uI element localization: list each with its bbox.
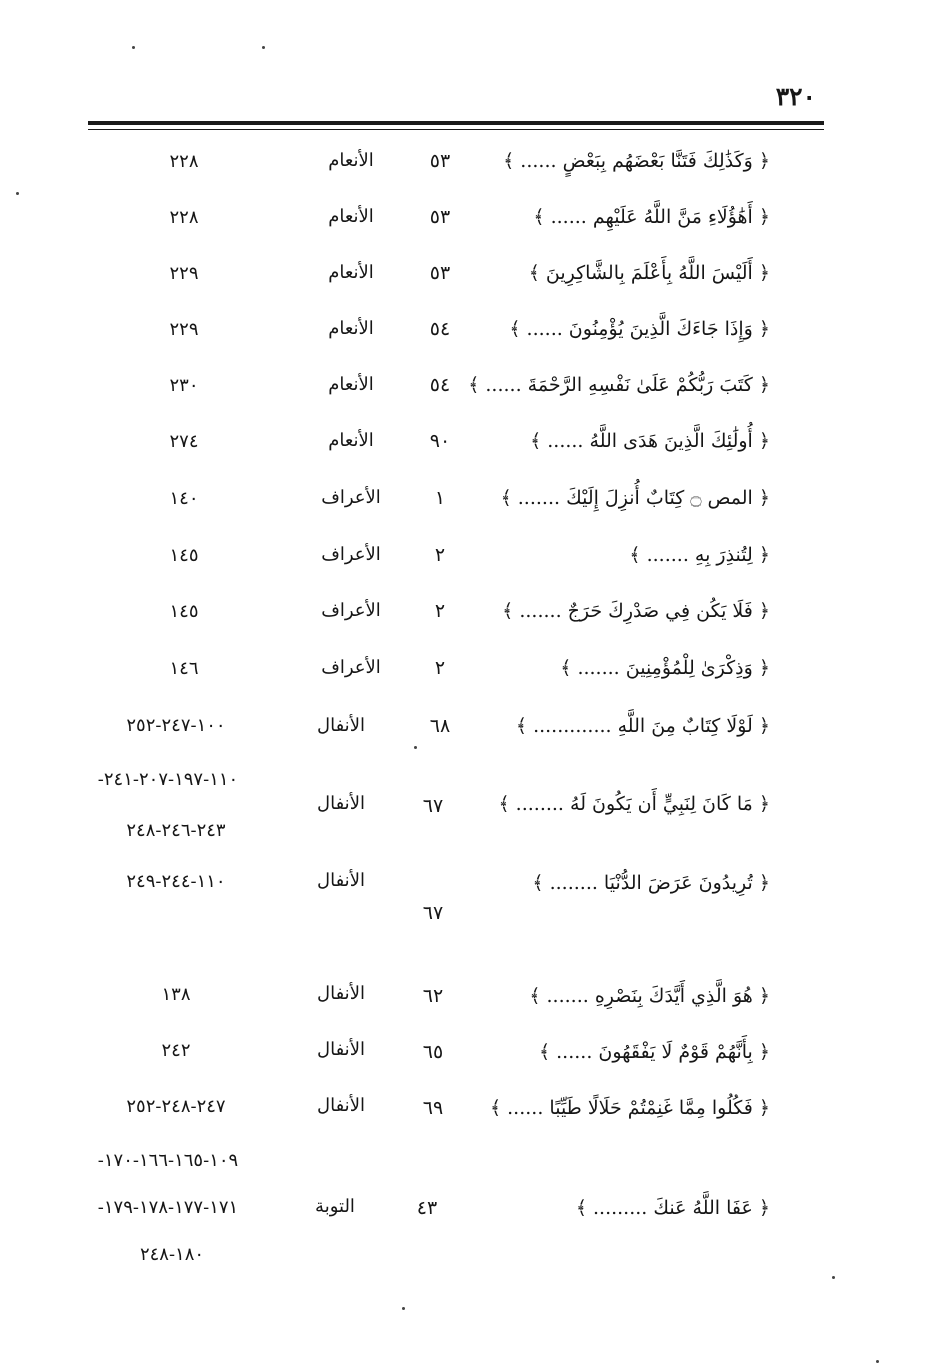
scan-speck (132, 46, 135, 49)
verse-text: ﴿ لَوْلَا كِتَابٌ مِنَ اللَّهِ ............. ﴾ (515, 715, 770, 737)
surah-name: الأعراف (321, 657, 381, 678)
ayah-number: ٥٣ (429, 150, 451, 172)
page-references-continued: ٢٤٣-٢٤٦-٢٤٨ (126, 820, 226, 841)
page-references: ١٤٥ (169, 545, 199, 566)
ayah-number: ٥٣ (429, 262, 451, 284)
verse-text: ﴿ لِتُنذِرَ بِهِ ....... ﴾ (629, 544, 770, 566)
page-references: ١٠٠-٢٤٧-٢٥٢ (126, 715, 226, 736)
page-references: ١٤٥ (169, 601, 199, 622)
page-references: ١١٠-٢٤٤-٢٤٩ (126, 871, 226, 892)
verse-text: ﴿ بِأَنَّهُمْ قَوْمٌ لَا يَفْقَهُونَ ...... ﴾ (538, 1041, 770, 1063)
verse-text: ﴿ عَفَا اللَّهُ عَنكَ ......... ﴾ (575, 1197, 770, 1219)
verse-text: ﴿ هُوَ الَّذِي أَيَّدَكَ بِنَصْرِهِ ....... ﴾ (529, 985, 770, 1007)
surah-name: الأنعام (328, 374, 374, 395)
surah-name: التوبة (315, 1196, 355, 1217)
verse-text: ﴿ المص ۝ كِتَابٌ أُنزِلَ إِلَيْكَ ....... ﴾ (500, 487, 770, 509)
page-references: ١١٠-١٩٧-٢٠٧-٢٤١- (97, 769, 239, 790)
surah-name: الأنفال (317, 983, 365, 1004)
page-references: ٢٧٤ (169, 431, 199, 452)
header-rule (88, 121, 824, 125)
surah-name: الأنفال (317, 1095, 365, 1116)
page-references: ٢٤٧-٢٤٨-٢٥٢ (126, 1096, 226, 1117)
page-references: ١٤٦ (169, 658, 199, 679)
surah-name: الأعراف (321, 600, 381, 621)
ayah-number: ٩٠ (429, 430, 451, 452)
surah-name: الأنعام (328, 262, 374, 283)
verse-text: ﴿ تُرِيدُونَ عَرَضَ الدُّنْيَا ........ ﴾ (532, 872, 770, 894)
verse-text: ﴿ كَتَبَ رَبُّكُمْ عَلَىٰ نَفْسِهِ الرَّحْمَةَ ...... ﴾ (468, 374, 770, 396)
scan-speck (414, 746, 417, 749)
ayah-number: ٥٣ (429, 206, 451, 228)
page-references: ٢٣٠ (169, 375, 199, 396)
scan-speck (832, 1276, 835, 1279)
page-references-continued: ١٨٠-٢٤٨ (139, 1244, 205, 1265)
page-references: ٢٢٨ (169, 207, 199, 228)
ayah-number: ٢ (434, 544, 446, 566)
ayah-number: ٦٨ (429, 715, 451, 737)
surah-name: الأنفال (317, 715, 365, 736)
page-references-before: ١٠٩-١٦٥-١٦٦-١٧٠- (97, 1150, 239, 1171)
header-rule-thin (88, 129, 824, 130)
ayah-number: ٦٧ (422, 902, 444, 924)
verse-text: ﴿ أُولَٰئِكَ الَّذِينَ هَدَى اللَّهُ ...... ﴾ (530, 430, 770, 452)
page-references: ١٣٨ (161, 984, 191, 1005)
verse-text: ﴿ مَا كَانَ لِنَبِيٍّ أَن يَكُونَ لَهُ ........ ﴾ (498, 793, 770, 815)
page-references: ٢٢٩ (169, 263, 199, 284)
verse-text: ﴿ وَإِذَا جَاءَكَ الَّذِينَ يُؤْمِنُونَ ...... ﴾ (509, 318, 770, 340)
verse-text: ﴿ أَهَٰؤُلَاءِ مَنَّ اللَّهُ عَلَيْهِم ...... ﴾ (533, 206, 770, 228)
scan-speck (402, 1307, 405, 1310)
surah-name: الأنفال (317, 870, 365, 891)
surah-name: الأنعام (328, 150, 374, 171)
page-references: ٢٢٩ (169, 319, 199, 340)
verse-text: ﴿ وَكَذَٰلِكَ فَتَنَّا بَعْضَهُم بِبَعْضٍ ...... ﴾ (503, 150, 770, 172)
scan-speck (876, 1360, 879, 1363)
ayah-number: ٦٥ (422, 1041, 444, 1063)
page-references: ١٤٠ (169, 488, 199, 509)
page-references: ٢٤٢ (161, 1040, 191, 1061)
verse-text: ﴿ أَلَيْسَ اللَّهُ بِأَعْلَمَ بِالشَّاكِرِينَ ﴾ (528, 262, 770, 284)
page-references: ١٧١-١٧٧-١٧٨-١٧٩- (97, 1197, 239, 1218)
verse-text: ﴿ فَلَا يَكُن فِي صَدْرِكَ حَرَجٌ ....... ﴾ (502, 600, 770, 622)
scan-speck (16, 192, 19, 195)
ayah-number: ٥٤ (429, 318, 451, 340)
surah-name: الأنعام (328, 206, 374, 227)
verse-text: ﴿ فَكُلُوا مِمَّا غَنِمْتُمْ حَلَالًا طَيِّبًا ...... ﴾ (489, 1097, 770, 1119)
page-references: ٢٢٨ (169, 151, 199, 172)
verse-text: ﴿ وَذِكْرَىٰ لِلْمُؤْمِنِينَ ....... ﴾ (560, 657, 770, 679)
surah-name: الأعراف (321, 544, 381, 565)
surah-name: الأعراف (321, 487, 381, 508)
surah-name: الأنفال (317, 1039, 365, 1060)
ayah-number: ٤٣ (416, 1197, 438, 1219)
ayah-number: ٢ (434, 600, 446, 622)
surah-name: الأنفال (317, 793, 365, 814)
ayah-number: ٦٩ (422, 1097, 444, 1119)
page-number: ٣٢٠ (775, 82, 816, 111)
ayah-number: ٦٢ (422, 985, 444, 1007)
surah-name: الأنعام (328, 430, 374, 451)
scan-speck (262, 46, 265, 49)
ayah-number: ٥٤ (429, 374, 451, 396)
ayah-number: ٦٧ (422, 795, 444, 817)
surah-name: الأنعام (328, 318, 374, 339)
ayah-number: ١ (434, 487, 446, 509)
ayah-number: ٢ (434, 657, 446, 679)
